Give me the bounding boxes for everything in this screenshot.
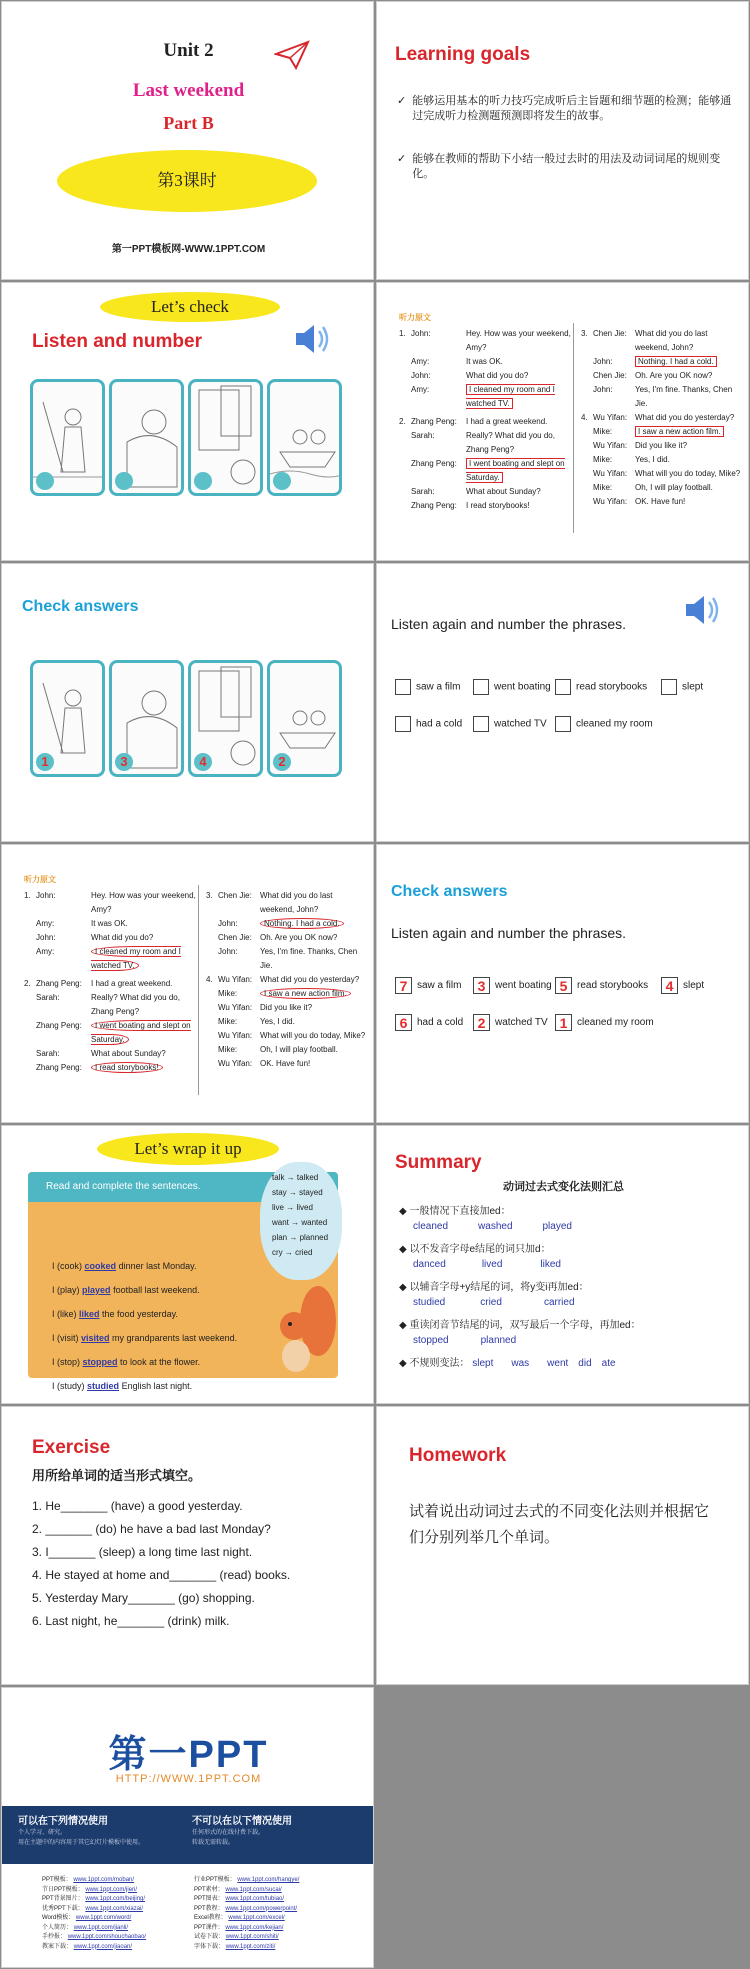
phrase-checkbox[interactable]: had a cold xyxy=(395,716,462,732)
link-row: PPT课件： www.1ppt.com/kejian/ xyxy=(194,1924,284,1931)
exercise-instruction: 用所给单词的适当形式填空。 xyxy=(32,1468,202,1483)
lets-check-badge: Let’s check xyxy=(100,292,280,322)
transcript-line: Wu Yifan: Did you like it? xyxy=(593,441,688,450)
link-row: PPT背景图片： www.1ppt.com/beijing/ xyxy=(42,1896,146,1902)
numbered-phrase: 4 slept xyxy=(661,977,704,994)
link-row: 个人简历： www.1ppt.com/jianli/ xyxy=(42,1924,129,1931)
brand-logo: 第一PPT xyxy=(108,1734,269,1776)
transcript-line: Mike: Yes, I did. xyxy=(593,455,670,464)
can-use-list: 个人学习、研究。 用在主题中的内容用于其它幻灯片模板中使用。 xyxy=(18,1830,145,1846)
lesson-title: Last weekend xyxy=(132,80,245,101)
paper-plane-icon xyxy=(274,40,310,70)
exercise-item: 6. Last night, he_______ (drink) milk. xyxy=(32,1614,230,1628)
link-row: 优秀PPT下载： www.1ppt.com/xiazai/ xyxy=(42,1905,144,1912)
phrase-checkbox[interactable]: watched TV xyxy=(473,716,547,732)
picture-cold xyxy=(109,660,184,777)
link-row: PPT素材： www.1ppt.com/sucai/ xyxy=(194,1886,282,1893)
sentence-item: I (stop) stopped to look at the flower. xyxy=(52,1357,201,1367)
highlight-box: I cleaned my room and I watched TV. xyxy=(466,385,555,408)
rule-item: ◆ 以辅音字母+y结尾的词，将y变i再加ed： xyxy=(399,1282,589,1293)
transcript-line: 4. Wu Yifan: What did you do yesterday? xyxy=(581,413,735,422)
phrase-checkbox[interactable]: went boating xyxy=(473,679,551,695)
slide-brand[interactable] xyxy=(1,1687,374,1968)
transcript-line: Wu Yifan: OK. Have fun! xyxy=(593,497,686,506)
check-answers-title: Check answers xyxy=(22,598,139,615)
transcript-line: Sarah: What about Sunday? xyxy=(411,487,541,496)
wrap-it-up-badge: Let’s wrap it up xyxy=(97,1133,279,1165)
highlight-oval: Nothing. I had a cold. xyxy=(260,918,344,929)
link-row: PPT图表： www.1ppt.com/tubiao/ xyxy=(194,1896,285,1902)
transcript-line: 1. John: Hey. How was your weekend, Amy? xyxy=(399,329,571,352)
slide-check-answers-phrases[interactable] xyxy=(376,844,749,1123)
slide-transcript-circled[interactable] xyxy=(1,844,374,1123)
transcript-line: Zhang Peng: I read storybooks! xyxy=(411,501,530,510)
transcript-right: 3. Chen Jie: What did you do last weekend, John? John: Nothing. I had a cold. Chen Jie: Oh. Are you OK now? John: Yes, I'm fine. Thanks, Chen Jie. 4. Wu Yifan: What did you do yesterday? Mike: I saw a new action film. Wu Yifan: Did you like it? Mike: Yes, I did. Wu Yifan: What will you do today, Mike? Mike: Oh, I will play football. Wu Yifan: OK. Have fun! xyxy=(206,891,366,1068)
numbered-phrase: 6 had a cold xyxy=(395,1014,463,1031)
slide-lets-check[interactable] xyxy=(1,282,374,561)
slide-transcript[interactable] xyxy=(376,282,749,561)
transcript-line: 2. Zhang Peng: I had a great weekend. xyxy=(399,417,548,426)
lesson-number-badge: 第3课时 xyxy=(57,150,317,212)
highlight-box: I saw a new action film. xyxy=(635,426,724,437)
links-left xyxy=(42,1876,146,1952)
transcript-line: John: Nothing. I had a cold. xyxy=(581,355,741,369)
word-list: stopped planned xyxy=(413,1335,517,1346)
slide-homework[interactable] xyxy=(376,1406,749,1685)
picture-strip xyxy=(30,379,342,496)
answer-circle xyxy=(115,472,133,490)
exercise-item: 5. Yesterday Mary_______ (go) shopping. xyxy=(32,1591,255,1605)
checkbox[interactable] xyxy=(395,679,411,695)
answer-number: 1 xyxy=(36,753,54,771)
checkbox[interactable] xyxy=(473,679,489,695)
link-row: 手抄报： www.1ppt.com/shouchaobao/ xyxy=(42,1934,147,1940)
check-icon: ✓ xyxy=(397,153,407,165)
answer-circle xyxy=(36,472,54,490)
link-row: 试卷下载： www.1ppt.com/shiti/ xyxy=(194,1934,279,1940)
slide-summary[interactable] xyxy=(376,1125,749,1404)
site-footer[interactable]: 第一PPT模板网-WWW.1PPT.COM xyxy=(111,244,266,255)
link-row: PPT教程： www.1ppt.com/powerpoint/ xyxy=(194,1905,298,1912)
highlight-box: Nothing. I had a cold. xyxy=(635,356,717,367)
picture-film xyxy=(188,379,263,496)
can-use-title: 可以在下列情况使用 xyxy=(18,1816,108,1827)
checkbox[interactable] xyxy=(661,679,677,695)
exercise-item: 2. _______ (do) he have a bad last Monday? xyxy=(32,1522,271,1536)
word-list: studied cried carried xyxy=(413,1297,575,1308)
summary-title: Summary xyxy=(395,1152,482,1173)
slide-learning-goals[interactable] xyxy=(376,1,749,280)
transcript-line: Sarah: Really? What did you do, Zhang Peng? xyxy=(411,431,555,454)
verb-list: talk → talked stay → stayed live → lived want → wanted plan → planned cry → cried xyxy=(272,1173,329,1257)
highlight-oval: I cleaned my room and I watched TV. xyxy=(91,947,181,970)
speaker-icon[interactable] xyxy=(292,321,332,357)
answer-number: 4 xyxy=(194,753,212,771)
sentence-list xyxy=(52,1254,237,1398)
transcript-line: John: What did you do? xyxy=(411,371,529,380)
sentence-item: I (visit) visited my grandparents last weekend. xyxy=(52,1333,238,1343)
goal-item: ✓ 能够运用基本的听力技巧完成听后主旨题和细节题的检测；能够通过完成听力检测题预测即将发生的故事。 xyxy=(397,95,732,122)
transcript-line: John: Yes, I'm fine. Thanks, Chen Jie. xyxy=(593,385,733,408)
picture-cleaning xyxy=(30,660,105,777)
checkbox[interactable] xyxy=(555,679,571,695)
listen-and-number-title: Listen and number xyxy=(32,331,202,352)
phrase-checkbox[interactable]: cleaned my room xyxy=(555,716,653,732)
learning-goals-title: Learning goals xyxy=(395,44,531,65)
column-divider xyxy=(198,885,199,1095)
link-row: 教案下载： www.1ppt.com/jiaoan/ xyxy=(42,1943,133,1950)
cannot-use-title: 不可以在以下情况使用 xyxy=(192,1816,292,1827)
check-icon: ✓ xyxy=(397,95,407,107)
checkbox[interactable] xyxy=(555,716,571,732)
word-list: cleaned washed played xyxy=(413,1221,572,1232)
unit-label: Unit 2 xyxy=(163,40,214,61)
link-row: 行业PPT模板： www.1ppt.com/hangye/ xyxy=(194,1877,300,1883)
homework-text: 试着说出动词过去式的不同变化法则并根据它们分别列举几个单词。 xyxy=(409,1503,710,1546)
card-header: Read and complete the sentences. xyxy=(28,1172,338,1202)
answer-number: 2 xyxy=(273,753,291,771)
transcript-line: Zhang Peng: I went boating and slept on Saturday. xyxy=(411,459,565,482)
slide-wrap-it-up[interactable] xyxy=(1,1125,374,1404)
word-list: danced lived liked xyxy=(413,1259,561,1270)
link-row: Excel教程： www.1ppt.com/excel/ xyxy=(194,1915,285,1921)
highlight-box: I went boating and slept on Saturday. xyxy=(466,459,565,482)
numbered-phrase: 5 read storybooks xyxy=(555,977,648,994)
answer-number: 3 xyxy=(115,753,133,771)
link-row: Word模板： www.1ppt.com/word/ xyxy=(42,1915,132,1921)
transcript-right xyxy=(581,327,741,509)
picture-film xyxy=(188,660,263,777)
picture-strip xyxy=(30,660,342,777)
exercise-title: Exercise xyxy=(32,1437,111,1458)
transcript-line: Chen Jie: Oh. Are you OK now? xyxy=(593,371,713,380)
sentence-item: I (cook) cooked dinner last Monday. xyxy=(52,1261,197,1271)
rule-item: ◆ 不规则变法： slept was went did ate xyxy=(399,1358,616,1369)
sentence-item: I (study) studied English last night. xyxy=(52,1381,193,1391)
link-row: 字体下载： www.1ppt.com/ziti/ xyxy=(194,1943,276,1950)
exercise-item: 3. I_______ (sleep) a long time last night. xyxy=(32,1545,253,1559)
slide-exercise[interactable] xyxy=(1,1406,374,1685)
answer-circle xyxy=(273,472,291,490)
phrase-checkbox[interactable]: saw a film xyxy=(395,679,460,695)
phrase-checkbox[interactable]: slept xyxy=(661,679,703,695)
picture-boating xyxy=(267,379,342,496)
transcript-label: 听力原文 xyxy=(24,875,56,884)
phrases-instruction: Listen again and number the phrases. xyxy=(391,616,627,632)
squirrel-icon xyxy=(270,1276,340,1376)
rule-item: ◆ 以不发音字母e结尾的词只加d： xyxy=(399,1244,551,1255)
link-row: 节日PPT模板： www.1ppt.com/jieri/ xyxy=(42,1886,138,1893)
slide-check-answers-pictures[interactable] xyxy=(1,563,374,842)
cannot-use-list: 任何形式的在线付费下载。 转载无需转载。 xyxy=(192,1830,265,1846)
answer-circle xyxy=(194,472,212,490)
picture-cleaning xyxy=(30,379,105,496)
transcript-line: Amy: It was OK. xyxy=(411,357,503,366)
links-right xyxy=(194,1876,299,1952)
rule-item: ◆ 一般情况下直接加ed： xyxy=(399,1206,511,1217)
brand-url[interactable]: HTTP://WWW.1PPT.COM xyxy=(115,1773,262,1785)
link-row: PPT模板： www.1ppt.com/moban/ xyxy=(42,1877,135,1883)
numbered-phrase: 7 saw a film xyxy=(395,977,461,994)
exercise-item: 4. He stayed at home and_______ (read) books. xyxy=(32,1568,291,1582)
rule-item: ◆ 重读闭音节结尾的词，双写最后一个字母，再加ed： xyxy=(399,1320,641,1331)
picture-boating xyxy=(267,660,342,777)
highlight-oval: I went boating and slept on Saturday. xyxy=(91,1021,191,1044)
sentence-item: I (like) liked the food yesterday. xyxy=(52,1309,178,1319)
summary-subtitle: 动词过去式变化法则汇总 xyxy=(503,1181,624,1193)
exercise-item: 1. He_______ (have) a good yesterday. xyxy=(32,1499,243,1513)
picture-cold xyxy=(109,379,184,496)
speaker-icon[interactable] xyxy=(682,592,722,628)
checkbox[interactable] xyxy=(473,716,489,732)
transcript-line: Mike: I saw a new action film. xyxy=(581,425,741,439)
transcript-left: 1. John: Hey. How was your weekend, Amy? Amy: It was OK. John: What did you do? Amy: I cleaned my room and I watched TV. 2. Zhang Peng: I had a great weekend. Sarah: Really? What did you do, Zhang Peng? Zhang Peng: I went boating and slept on Saturday. Sarah: What about Sunday? Zhang Peng: I read storybooks! xyxy=(24,891,196,1072)
goal-item: ✓ 能够在教师的帮助下小结一般过去时的用法及动词词尾的规则变化。 xyxy=(397,153,721,180)
transcript-label: 听力原文 xyxy=(399,313,431,322)
highlight-oval: I read storybooks! xyxy=(91,1062,163,1073)
sentence-item: I (play) played football last weekend. xyxy=(52,1285,200,1295)
transcript-line: Mike: Oh, I will play football. xyxy=(593,483,713,492)
numbered-phrase: 1 cleaned my room xyxy=(555,1014,654,1031)
transcript-line: Wu Yifan: What will you do today, Mike? xyxy=(593,469,741,478)
homework-title: Homework xyxy=(409,1445,507,1466)
checkbox[interactable] xyxy=(395,716,411,732)
part-label: Part B xyxy=(163,113,214,133)
column-divider xyxy=(573,323,574,533)
slide-number-phrases[interactable] xyxy=(376,563,749,842)
slide-title[interactable] xyxy=(1,1,374,280)
numbered-phrase: 2 watched TV xyxy=(473,1014,548,1031)
phrases-instruction: Listen again and number the phrases. xyxy=(391,925,627,941)
check-answers-title: Check answers xyxy=(391,883,508,900)
numbered-phrase: 3 went boating xyxy=(473,977,552,994)
phrase-checkbox[interactable]: read storybooks xyxy=(555,679,647,695)
transcript-line: 3. Chen Jie: What did you do last weekend, John? xyxy=(581,329,708,352)
highlight-oval: I saw a new action film. xyxy=(260,988,351,999)
transcript-line: Amy: I cleaned my room and I watched TV. xyxy=(411,385,555,408)
transcript-left xyxy=(399,327,574,513)
